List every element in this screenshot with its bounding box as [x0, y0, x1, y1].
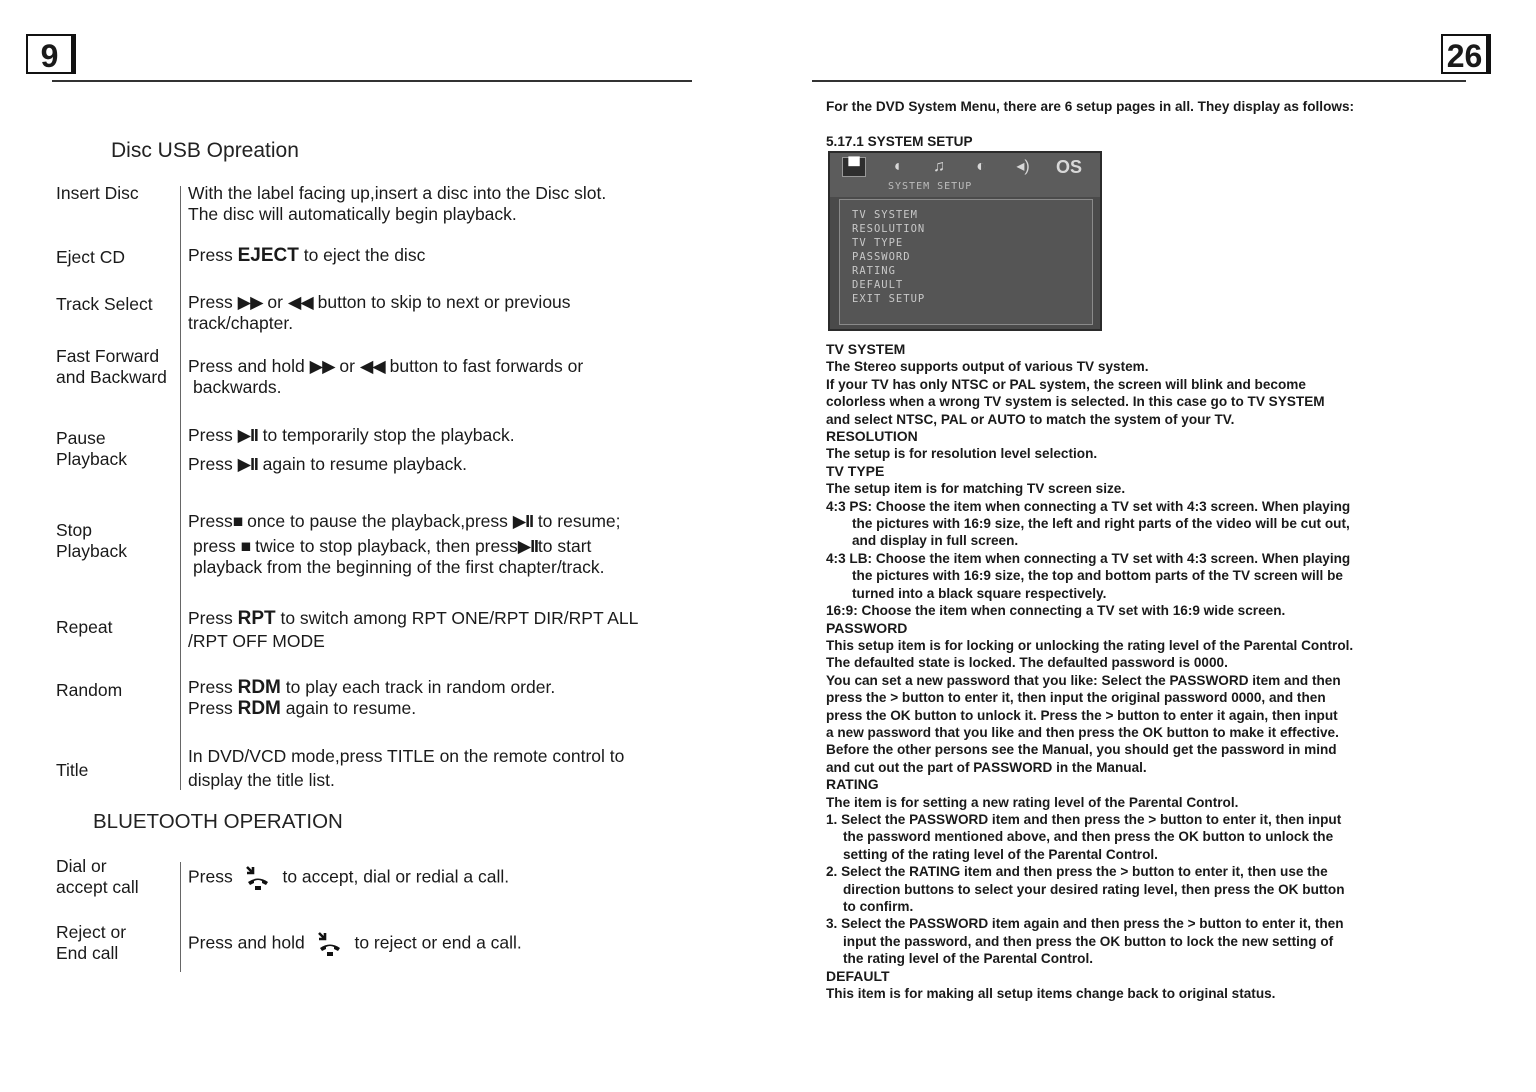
play-pause-icon: ▶II: [237, 454, 258, 474]
header-rule-right: [812, 80, 1466, 82]
row-description: Press and hold to reject or end a call.: [188, 930, 688, 958]
intro-text: For the DVD System Menu, there are 6 setup pages in all. They display as follows:: [826, 99, 1355, 114]
row-description: Press and hold ▶▶ or ◀◀ button to fast forwards or backwards.: [188, 356, 584, 397]
stop-icon: ■: [232, 511, 243, 531]
row-description: Press EJECT to eject the disc: [188, 245, 426, 266]
heading-password: PASSWORD: [826, 619, 908, 636]
row-label: Pause Playback: [56, 428, 128, 469]
row-description: Press ▶II to temporarily stop the playback. Press ▶II again to resume playback.: [188, 425, 515, 474]
rewind-icon: ◀◀: [359, 356, 385, 376]
column-divider-bluetooth: [180, 862, 181, 972]
row-description: Press■ once to pause the playback,press ▶II to resume; press ■ twice to stop playback, then press▶IIto start playback from the beginning of the first chapter/track.: [188, 511, 621, 577]
row-label: Title: [56, 760, 89, 780]
heading-default: DEFAULT: [826, 967, 890, 984]
row-description: Press to accept, dial or redial a call.: [188, 864, 688, 892]
osd-menu-item: EXIT SETUP: [852, 293, 926, 305]
osd-system-setup-screenshot: [828, 151, 1102, 331]
fast-forward-icon: ▶▶: [237, 292, 263, 312]
osd-tab-label: SYSTEM SETUP: [888, 181, 973, 192]
play-pause-icon: ▶II: [237, 425, 258, 445]
section-title-disc-usb: Disc USB Opreation: [111, 139, 299, 162]
section-title-bluetooth: BLUETOOTH OPERATION: [93, 810, 343, 833]
row-description: Press ▶▶ or ◀◀ button to skip to next or previous track/chapter.: [188, 292, 571, 333]
osd-menu-panel: [839, 199, 1093, 325]
osd-menu-item: RATING: [852, 265, 896, 277]
heading-tv-type: TV TYPE: [826, 462, 885, 479]
row-label: Insert Disc: [56, 183, 139, 203]
row-label: Reject or End call: [56, 922, 127, 963]
stop-icon: ■: [240, 536, 251, 556]
row-label: Eject CD: [56, 247, 126, 267]
row-description: With the label facing up,insert a disc into the Disc slot. The disc will automatically begin playback.: [188, 183, 607, 224]
heading-resolution: RESOLUTION: [826, 428, 918, 445]
heading-rating: RATING: [826, 776, 879, 793]
osd-menu-item: TV TYPE: [852, 237, 904, 249]
phone-icon: [316, 930, 344, 958]
audio-icon: ◂): [1016, 158, 1030, 175]
osd-menu-item: TV SYSTEM: [852, 209, 918, 221]
heading-tv-system: TV SYSTEM: [826, 341, 906, 357]
row-label: Repeat: [56, 617, 113, 637]
osd-menu-item: RESOLUTION: [852, 223, 926, 235]
rewind-icon: ◀◀: [287, 292, 313, 312]
header-rule-left: [52, 80, 692, 82]
settings-description: TV SYSTEM The Stereo supports output of various TV system. If your TV has only NTSC or PAL system, the screen will blink and become colorless when a wrong TV system is selected. In this case go to TV SYSTEM and select NTSC, PAL or AUTO to match the system of your TV. RESOLUTION The setup is for resolution level selection. TV TYPE The setup item is for matching TV screen size. 4:3 PS: Choose the item when connecting a TV set with 4:3 screen. When playing the pictures with 16:9 size, the left and right parts of the video will be cut out, and display in full screen. 4:3 LB: Choose the item when connecting a TV set with 4:3 screen. When playing the pictures with 16:9 size, the top and bottom parts of the TV screen will be turned into a black square respectively. 16:9: Choose the item when connecting a TV set with 16:9 wide screen. PASSWORD This setup item is for locking or unlocking the rating level of the Parental Control. The defaulted state is locked. The defaulted password is 0000. You can set a new password that you like: Select the PASSWORD item and then press the > button to enter it, then input the original password 0000, and then press the OK button to unlock it. Press the > button to enter it again, then input a new password that you like and then press the OK button to make it effective. Before the other persons see the Manual, you should get the password in mind and cut out the part of PASSWORD in the Manual. RATING The item is for setting a new rating level of the Parental Control. 1. Select the PASSWORD item and then press the > button to enter it, then input the password mentioned above, and then press the OK button to unlock the setting of the rating level of the Parental Control. 2. Select the RATING item and then press the > button to enter it, then use the direction buttons to select your desired rating level, then press the OK button to confirm. 3. Select the PASSWORD item again and then press the > button to enter it, then input the password, and then press the OK button to lock the new setting of the rating level of the Parental Control. DEFAULT This item is for making all setup items change back to original status.: [826, 341, 1436, 1002]
row-label: Track Select: [56, 294, 153, 314]
play-pause-icon: ▶II: [512, 511, 533, 531]
osd-menu-item: PASSWORD: [852, 251, 911, 263]
tv-icon: ▀: [842, 157, 866, 177]
page-number-right: 26: [1441, 34, 1491, 74]
row-label: Dial or accept call: [56, 856, 139, 897]
osd-menu-item: DEFAULT: [852, 279, 904, 291]
row-label: Stop Playback: [56, 520, 128, 561]
phone-icon: [244, 864, 272, 892]
music-note-icon: ♫: [933, 158, 945, 175]
osd-icons: [842, 157, 1084, 177]
row-label: Fast Forward and Backward: [56, 346, 167, 387]
row-description: In DVD/VCD mode,press TITLE on the remote control to display the title list.: [188, 746, 625, 790]
fast-forward-icon: ▶▶: [309, 356, 335, 376]
row-description: Press RPT to switch among RPT ONE/RPT DIR/RPT ALL /RPT OFF MODE: [188, 608, 639, 651]
system-setup-heading: 5.17.1 SYSTEM SETUP: [826, 134, 973, 149]
column-divider-disc: [180, 186, 181, 790]
os-label: OS: [1055, 157, 1082, 177]
row-description: Press RDM to play each track in random order. Press RDM again to resume.: [188, 677, 556, 719]
color-disc-icon: ◐: [976, 158, 986, 175]
speaker-icon: ◖: [892, 158, 902, 175]
row-label: Random: [56, 680, 123, 700]
play-pause-icon: ▶II: [517, 536, 538, 556]
page-number-left: 9: [26, 34, 76, 74]
